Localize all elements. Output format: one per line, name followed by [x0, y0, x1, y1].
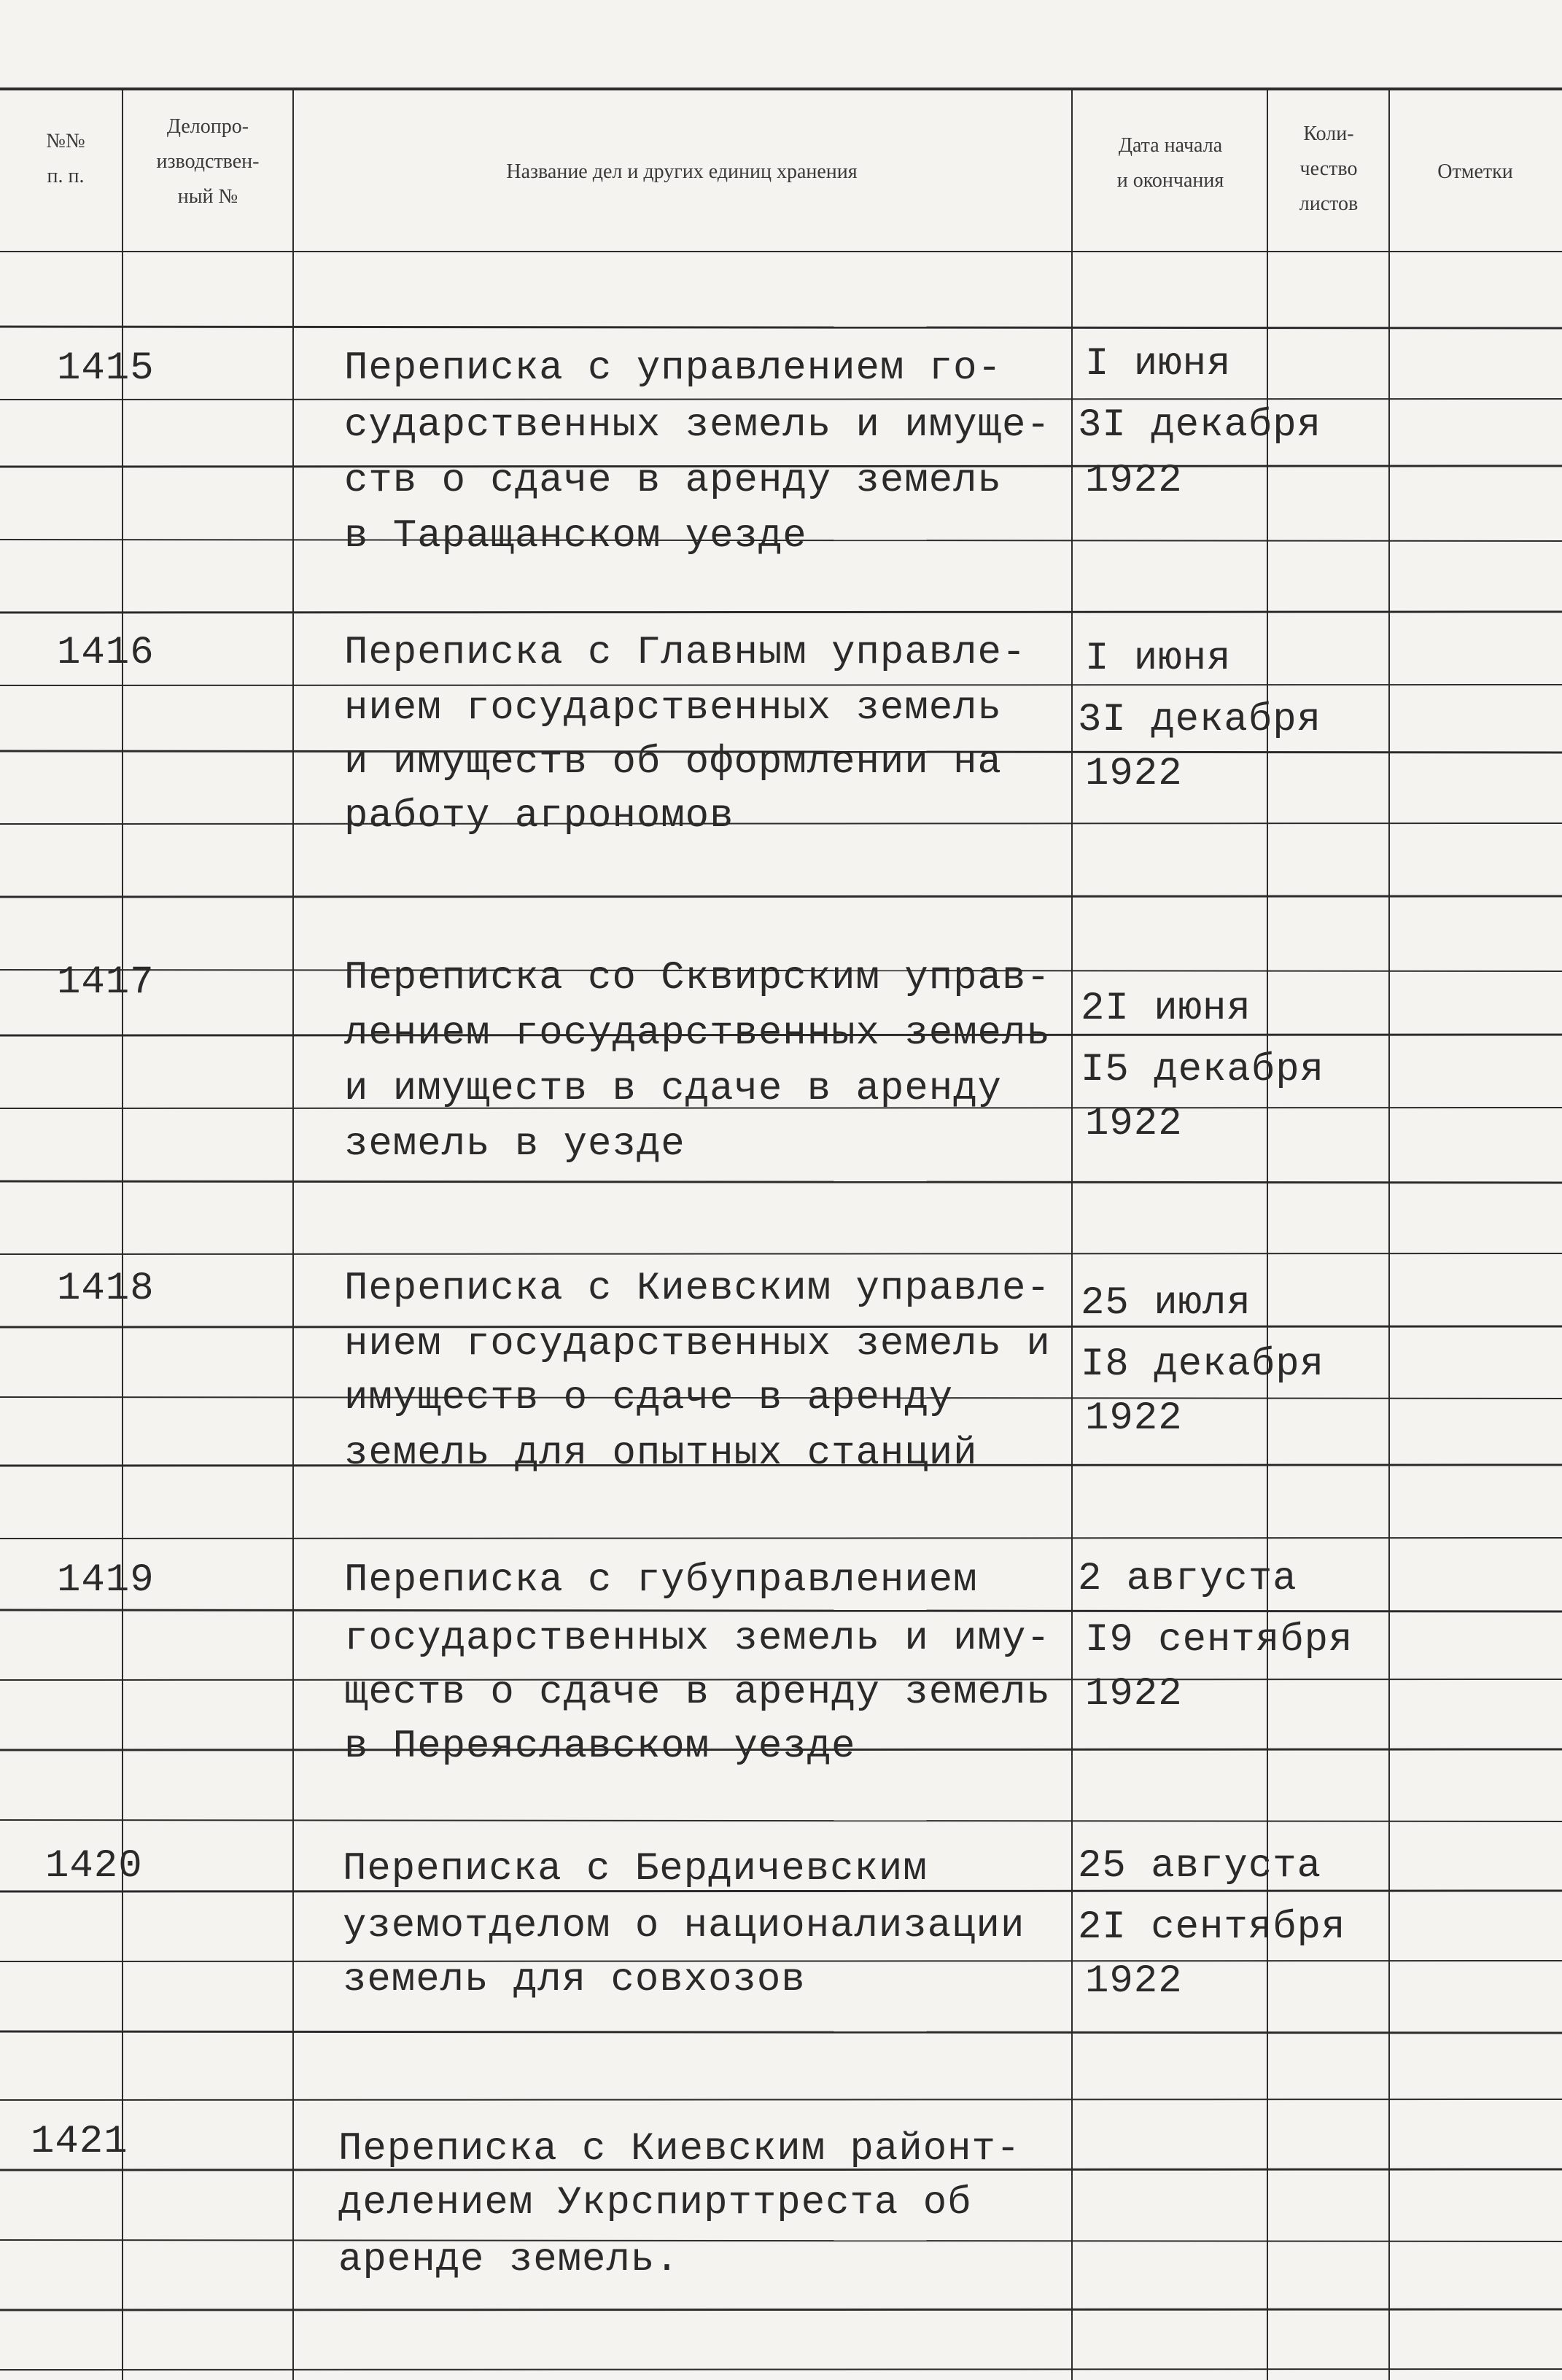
header-sheets: [1269, 117, 1388, 222]
header-dates-line1: Дата начала: [1118, 134, 1223, 157]
header-title: [299, 155, 1065, 190]
record-date-end: I9 сентября: [1085, 1618, 1353, 1662]
ruled-line: [0, 2309, 1562, 2310]
header-case-number-line2: изводствен-: [156, 150, 260, 173]
record-title-line: земель для опытных станций: [344, 1431, 978, 1476]
record-date-start: I июня: [1085, 637, 1232, 681]
record-title-line: Переписка с Главным управле-: [344, 631, 1027, 675]
record-title-line: имуществ о сдаче в аренду: [344, 1376, 954, 1420]
record-date-start: I июня: [1085, 342, 1232, 386]
header-notes: [1391, 155, 1559, 190]
record-number: 1419: [57, 1558, 155, 1603]
record-number: 1420: [45, 1844, 143, 1889]
ruled-line: [0, 1820, 1562, 1821]
record-date-start: 2I июня: [1081, 987, 1251, 1031]
ruled-line: [0, 2369, 1562, 2370]
record-date-end: 2I сентября: [1078, 1905, 1346, 1950]
record-title-line: аренде земель.: [338, 2238, 680, 2282]
ruled-line: [0, 823, 1562, 824]
record-number: 1418: [57, 1267, 155, 1311]
header-title-text: Название дел и других единиц хранения: [506, 160, 858, 183]
header-sheets-line3: листов: [1299, 192, 1359, 215]
record-date-start: 25 августа: [1078, 1844, 1322, 1889]
header-number: [15, 124, 117, 194]
record-title-line: земель в уезде: [344, 1122, 685, 1167]
record-title-line: в Переяславском уезде: [344, 1724, 856, 1769]
header-number-line1: №№: [46, 130, 85, 152]
record-title-line: и имуществ в сдаче в аренду: [344, 1067, 1002, 1111]
ruled-line: [0, 327, 1562, 328]
header-notes-text: Отметки: [1437, 160, 1513, 183]
record-title-line: нием государственных земель: [344, 686, 1002, 731]
record-title-line: Переписка со Сквирским управ-: [344, 956, 1051, 1000]
ruled-line: [0, 1538, 1562, 1539]
ruled-line: [0, 896, 1562, 897]
record-title-line: работу агрономов: [344, 794, 734, 839]
record-title-line: лением государственных земель: [344, 1011, 1051, 1056]
ruled-line: [0, 2240, 1562, 2241]
record-title-line: Переписка с управлением го-: [344, 346, 1002, 391]
record-title-line: Переписка с Киевским управле-: [344, 1267, 1051, 1311]
record-title-line: Переписка с губуправлением: [344, 1558, 978, 1603]
header-case-number-line1: Делопро-: [166, 115, 249, 138]
record-title-line: Переписка с Бердичевским: [343, 1847, 928, 1891]
record-title-line: земель для совхозов: [343, 1958, 806, 2002]
header-case-number: [125, 109, 290, 214]
record-title-line: делением Укрспирттреста об: [338, 2181, 972, 2225]
header-sheets-line1: Коли-: [1303, 122, 1354, 145]
record-title-line: уземотделом о национализации: [343, 1904, 1025, 1948]
record-date-end: 3I декабря: [1078, 403, 1322, 448]
record-title-line: нием государственных земель и: [344, 1322, 1051, 1366]
header-dates-line2: и окончания: [1116, 169, 1224, 192]
record-date-year: 1922: [1085, 1959, 1183, 2004]
record-number: 1417: [57, 960, 155, 1005]
record-date-year: 1922: [1085, 752, 1183, 796]
record-title-line: ществ о сдаче в аренду земель: [344, 1671, 1051, 1715]
header-number-line2: п. п.: [47, 165, 85, 187]
header-case-number-line3: ный №: [177, 185, 238, 208]
record-date-year: 1922: [1085, 1396, 1183, 1441]
record-title-line: в Таращанском уезде: [344, 514, 807, 559]
record-number: 1421: [31, 2120, 128, 2164]
record-date-start: 25 июля: [1081, 1281, 1251, 1326]
record-title-line: и имуществ об оформлении на: [344, 740, 1002, 785]
record-date-end: I5 декабря: [1081, 1048, 1325, 1092]
ruled-line: [0, 1181, 1562, 1183]
header-sheets-line2: чество: [1299, 158, 1358, 180]
record-title-line: сударственных земель и имуще-: [344, 403, 1051, 448]
record-number: 1415: [57, 346, 155, 391]
record-title-line: государственных земель и иму-: [344, 1617, 1051, 1661]
record-title-line: Переписка с Киевским районт-: [338, 2127, 1021, 2171]
header-dates: [1075, 128, 1266, 198]
record-date-end: I8 декабря: [1081, 1342, 1325, 1387]
record-number: 1416: [57, 631, 155, 675]
record-date-end: 3I декабря: [1078, 698, 1322, 742]
record-date-year: 1922: [1085, 1102, 1183, 1146]
record-date-start: 2 августа: [1078, 1557, 1297, 1601]
ruled-line: [0, 1253, 1562, 1254]
record-title-line: ств о сдаче в аренду земель: [344, 459, 1002, 503]
record-date-year: 1922: [1085, 459, 1183, 503]
ruled-line: [0, 2099, 1562, 2100]
record-date-year: 1922: [1085, 1672, 1183, 1716]
ruled-line: [0, 2031, 1562, 2033]
